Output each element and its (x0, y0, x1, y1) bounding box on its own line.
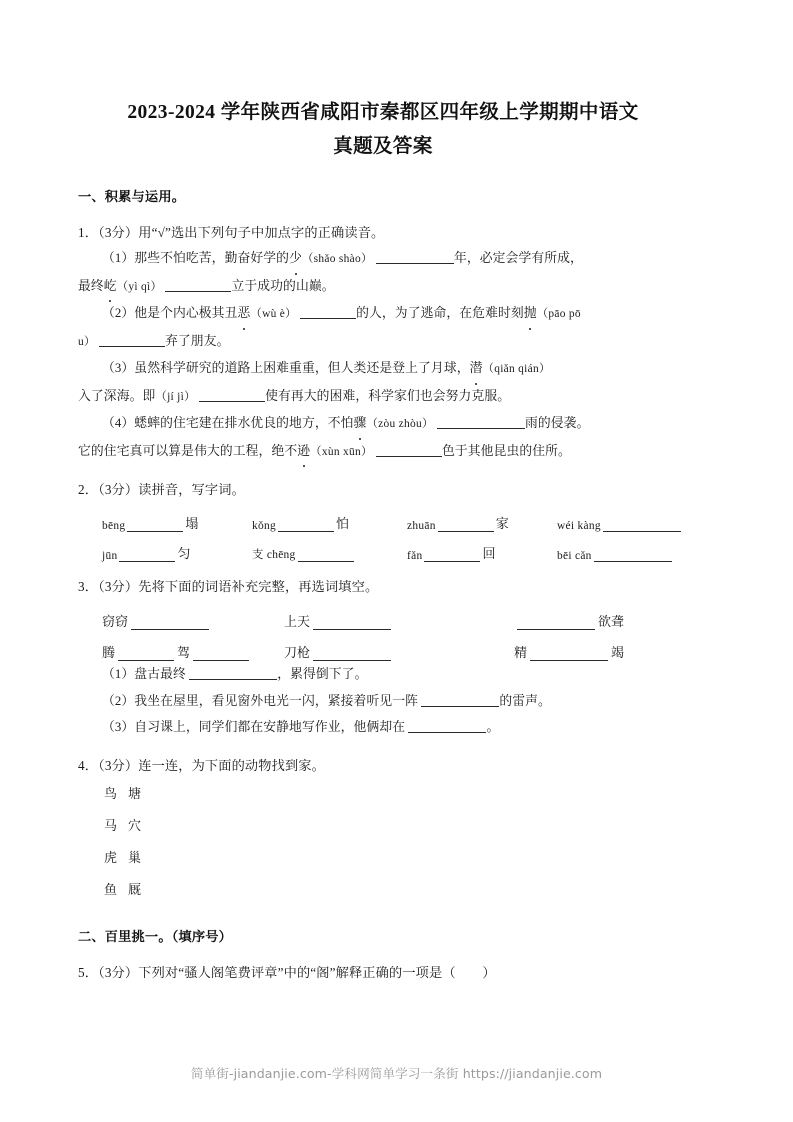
q3-fill-3-label: （3） (102, 720, 135, 734)
q1-item-3-pinyin-2: （jí jì） (155, 390, 196, 403)
q2-cell-4-blank[interactable] (603, 519, 681, 532)
page-title (78, 0, 688, 164)
q2-cell-5-blank[interactable] (119, 549, 175, 562)
q2-cell-7 (407, 543, 557, 562)
q1-item-1-text-d: 立于成功的山巅。 (231, 278, 335, 293)
q3-idiom-3 (514, 611, 624, 630)
q2-cell-5-pinyin: jūn (102, 550, 118, 562)
q1-item-2-pinyin-3: u） (78, 335, 96, 348)
q1-item-2-dotted-char-2: 抛 (524, 300, 537, 327)
q2-cell-6-pinyin: 支 chēng (252, 549, 296, 561)
q1-item-1-line-1 (78, 245, 688, 273)
q1-item-3-line-1 (78, 355, 688, 383)
q2-cell-1-blank[interactable] (127, 519, 183, 532)
q1-item-2-text-a: 他是个内心极其丑 (134, 306, 238, 320)
q3-idiom-2-blank[interactable] (313, 617, 391, 630)
q1-item-2-blank-1[interactable] (300, 306, 356, 319)
q3-idiom-1 (102, 611, 284, 630)
question-2-stem: 2．（3分）读拼音，写字词。 (78, 482, 245, 497)
q3-idiom-4-mid: 驾 (177, 645, 191, 660)
q1-item-1-text-c: 最终 (78, 278, 104, 293)
q1-item-2-pinyin-2: （pāo pō (536, 308, 581, 320)
question-4-stem: 4．（3分）连一连，为下面的动物找到家。 (78, 757, 325, 773)
q1-item-2-line-1 (78, 300, 688, 328)
q3-fill-1 (78, 661, 688, 688)
q3-fill-1-label: （1） (102, 667, 135, 681)
q4-pair-3-animal[interactable]: 虎 (104, 849, 118, 865)
q2-cell-1-pinyin: bēng (102, 520, 126, 532)
q3-idiom-3-post: 欲聋 (598, 614, 625, 629)
q1-item-3-text-a: 虽然科学研究的道路上困难重重，但人类还是登上了月球， (134, 361, 470, 375)
q2-cell-4-pinyin: wéi kàng (557, 520, 601, 532)
q3-fill-2 (78, 688, 688, 715)
section-heading-2: 二、百里挑一。（填序号） (78, 928, 233, 944)
q3-idiom-6 (514, 642, 624, 661)
q3-fill-1-text-b: ，累得倒下了。 (277, 667, 368, 681)
q3-fill-2-blank[interactable] (421, 694, 499, 707)
q1-item-3-blank-1[interactable] (199, 389, 265, 402)
q4-pair-3-home[interactable]: 巢 (128, 849, 142, 865)
q1-item-2-text-b: 的人，为了逃命，在危难时刻 (356, 306, 524, 320)
q2-cell-5 (102, 543, 252, 562)
q2-cell-1 (102, 513, 252, 532)
question-5-stem: 5．（3分）下列对“骚人阁笔费评章”中的“阁”解释正确的一项是（ ） (78, 964, 496, 980)
q1-item-3-line-2 (78, 383, 688, 411)
q1-item-1-line-2 (78, 273, 688, 301)
question-3 (78, 562, 688, 741)
q2-cell-8-blank[interactable] (594, 549, 672, 562)
q1-item-3-dotted-char: 潜 (470, 355, 483, 382)
question-4 (78, 741, 688, 906)
q3-fill-3-text-a: 自习课上，同学们都在安静地写作业，他俩却在 (134, 720, 406, 734)
q1-item-2-text-c: 弃了朋友。 (165, 333, 230, 348)
title-line-2: 真题及答案 (333, 136, 433, 157)
q2-cell-5-char: 匀 (177, 546, 191, 561)
q1-item-2-pinyin: （wù è） (250, 308, 297, 320)
q3-row-1 (78, 599, 688, 630)
q1-item-4-blank-1[interactable] (437, 416, 525, 429)
q1-item-2-dotted-char: 恶 (237, 300, 250, 327)
q1-item-3-pinyin: （qiǎn qián） (482, 363, 551, 375)
question-3-stem: 3．（3分）先将下面的词语补充完整，再选词填空。 (78, 579, 379, 594)
q4-pair-4-animal[interactable]: 鱼 (104, 881, 118, 897)
q3-idiom-5-pre: 刀枪 (284, 645, 311, 660)
q1-item-4-dotted-char-2: 逊 (297, 438, 310, 465)
q1-item-3-label: （3） (102, 361, 135, 375)
q3-fill-1-text-a: 盘古最终 (134, 667, 186, 681)
q1-item-2-blank-2[interactable] (99, 334, 165, 347)
q3-idiom-3-blank[interactable] (517, 617, 595, 630)
q1-item-4-line-1 (78, 410, 688, 438)
q2-cell-2-blank[interactable] (278, 519, 334, 532)
q1-item-2-label: （2） (102, 306, 135, 320)
footer-watermark: 简单街-jiandanjie.com-学科网简单学习一条街 https://jiandanjie.com (190, 1066, 603, 1081)
q3-fill-3-blank[interactable] (408, 720, 486, 733)
q1-item-1-blank-2[interactable] (165, 279, 231, 292)
q3-idiom-2-pre: 上天 (284, 614, 311, 629)
question-5 (78, 948, 688, 985)
q3-fill-2-text-b: 的雷声。 (499, 693, 551, 708)
q4-pair-3[interactable] (78, 842, 688, 874)
q1-item-4-line-2 (78, 438, 688, 466)
q4-pair-4[interactable] (78, 874, 688, 906)
q4-pair-1-animal[interactable]: 鸟 (104, 785, 118, 801)
q3-idiom-4 (102, 642, 284, 661)
q2-cell-8 (557, 549, 674, 562)
q4-pair-4-home[interactable]: 厩 (128, 881, 142, 897)
q1-item-1-text-b: 年，必定会学有所成， (453, 251, 583, 265)
q2-cell-2 (252, 513, 407, 532)
q4-pair-1-home[interactable]: 塘 (128, 785, 142, 801)
q2-cell-8-pinyin: bēi cǎn (557, 550, 592, 562)
title-line-1: 2023-2024 学年陕西省咸阳市秦都区四年级上学期期中语文 (127, 102, 639, 123)
q2-cell-7-blank[interactable] (424, 549, 480, 562)
q1-item-4-label: （4） (102, 416, 135, 430)
q1-item-3-text-c: 使有再大的困难，科学家们也会努力克服。 (265, 388, 511, 403)
q2-cell-7-pinyin: fǎn (407, 550, 423, 562)
q4-pair-2-animal[interactable]: 马 (104, 817, 118, 833)
q1-item-4-blank-2[interactable] (376, 444, 442, 457)
q3-fill-2-text-a: 我坐在屋里，看见窗外电光一闪，紧接着听见一阵 (134, 693, 419, 708)
q2-cell-6 (252, 546, 407, 562)
q1-item-4-text-b: 雨的侵袭。 (524, 416, 590, 430)
q2-cell-3 (407, 513, 557, 532)
page-content (78, 0, 688, 985)
q1-item-3-text-b: 入了深海。即 (78, 388, 156, 403)
q2-row-1 (78, 502, 688, 532)
q3-idiom-2 (284, 611, 514, 630)
question-1 (78, 208, 688, 465)
q1-item-1-text-a: 那些不怕吃苦，勤奋好学的 (134, 251, 290, 265)
q3-idiom-4-pre: 腾 (102, 645, 116, 660)
q2-cell-2-pinyin: kǒng (252, 520, 276, 532)
q4-pair-2[interactable] (78, 810, 688, 842)
q2-cell-3-blank[interactable] (438, 519, 494, 532)
section-heading-1: 一、积累与运用。 (78, 189, 186, 204)
q4-pair-1[interactable] (78, 778, 688, 810)
q2-cell-2-char: 怕 (335, 516, 349, 531)
q1-item-4-text-a: 蟋蟀的住宅建在排水优良的地方，不怕 (134, 416, 354, 430)
q1-item-4-text-c: 它的住宅真可以算是伟大的工程，绝不 (78, 443, 298, 458)
q3-idiom-5 (284, 642, 514, 661)
q2-cell-6-blank[interactable] (298, 549, 354, 562)
q1-item-1-blank-1[interactable] (376, 251, 454, 264)
q3-idiom-6-pre: 精 (514, 645, 528, 660)
q3-idiom-1-pre: 窃窃 (102, 614, 129, 629)
question-2 (78, 465, 688, 562)
q3-idiom-4-blank-1[interactable] (118, 648, 174, 661)
q2-row-2 (78, 532, 688, 562)
q4-pair-2-home[interactable]: 穴 (128, 817, 142, 833)
q1-item-1-pinyin-2: （yì qì） (116, 280, 163, 293)
q1-item-1-dotted-char: 少 (289, 245, 302, 272)
q3-idiom-4-blank-2[interactable] (193, 648, 249, 661)
q2-cell-7-char: 回 (482, 546, 496, 561)
q2-cell-1-char: 塌 (185, 516, 199, 531)
q1-item-1-dotted-char-2: 屹 (104, 273, 117, 300)
q3-fill-3 (78, 714, 688, 741)
q1-item-1-label: （1） (102, 251, 135, 265)
q2-cell-4 (557, 519, 683, 532)
q3-idiom-6-blank[interactable] (530, 648, 608, 661)
q3-idiom-1-blank[interactable] (131, 617, 209, 630)
q3-idiom-6-post: 竭 (611, 645, 625, 660)
q1-item-4-text-d: 色于其他昆虫的住所。 (441, 443, 571, 458)
q1-item-4-dotted-char: 骤 (354, 410, 367, 437)
q3-idiom-5-blank[interactable] (313, 648, 391, 661)
q1-item-2-line-2 (78, 328, 688, 356)
q1-item-4-pinyin: （zòu zhòu） (366, 418, 434, 430)
q3-fill-3-text-b: 。 (486, 720, 500, 734)
q1-item-1-pinyin: （shǎo shào） (301, 253, 373, 265)
q2-cell-3-pinyin: zhuān (407, 520, 436, 532)
question-1-stem: 1．（3分）用“√”选出下列句子中加点字的正确读音。 (78, 225, 385, 240)
q3-fill-1-blank[interactable] (189, 667, 277, 680)
q3-row-2 (78, 630, 688, 661)
q1-item-4-pinyin-2: （xùn xūn） (310, 445, 373, 458)
q2-cell-3-char: 家 (495, 516, 509, 531)
q3-fill-2-label: （2） (102, 693, 135, 708)
